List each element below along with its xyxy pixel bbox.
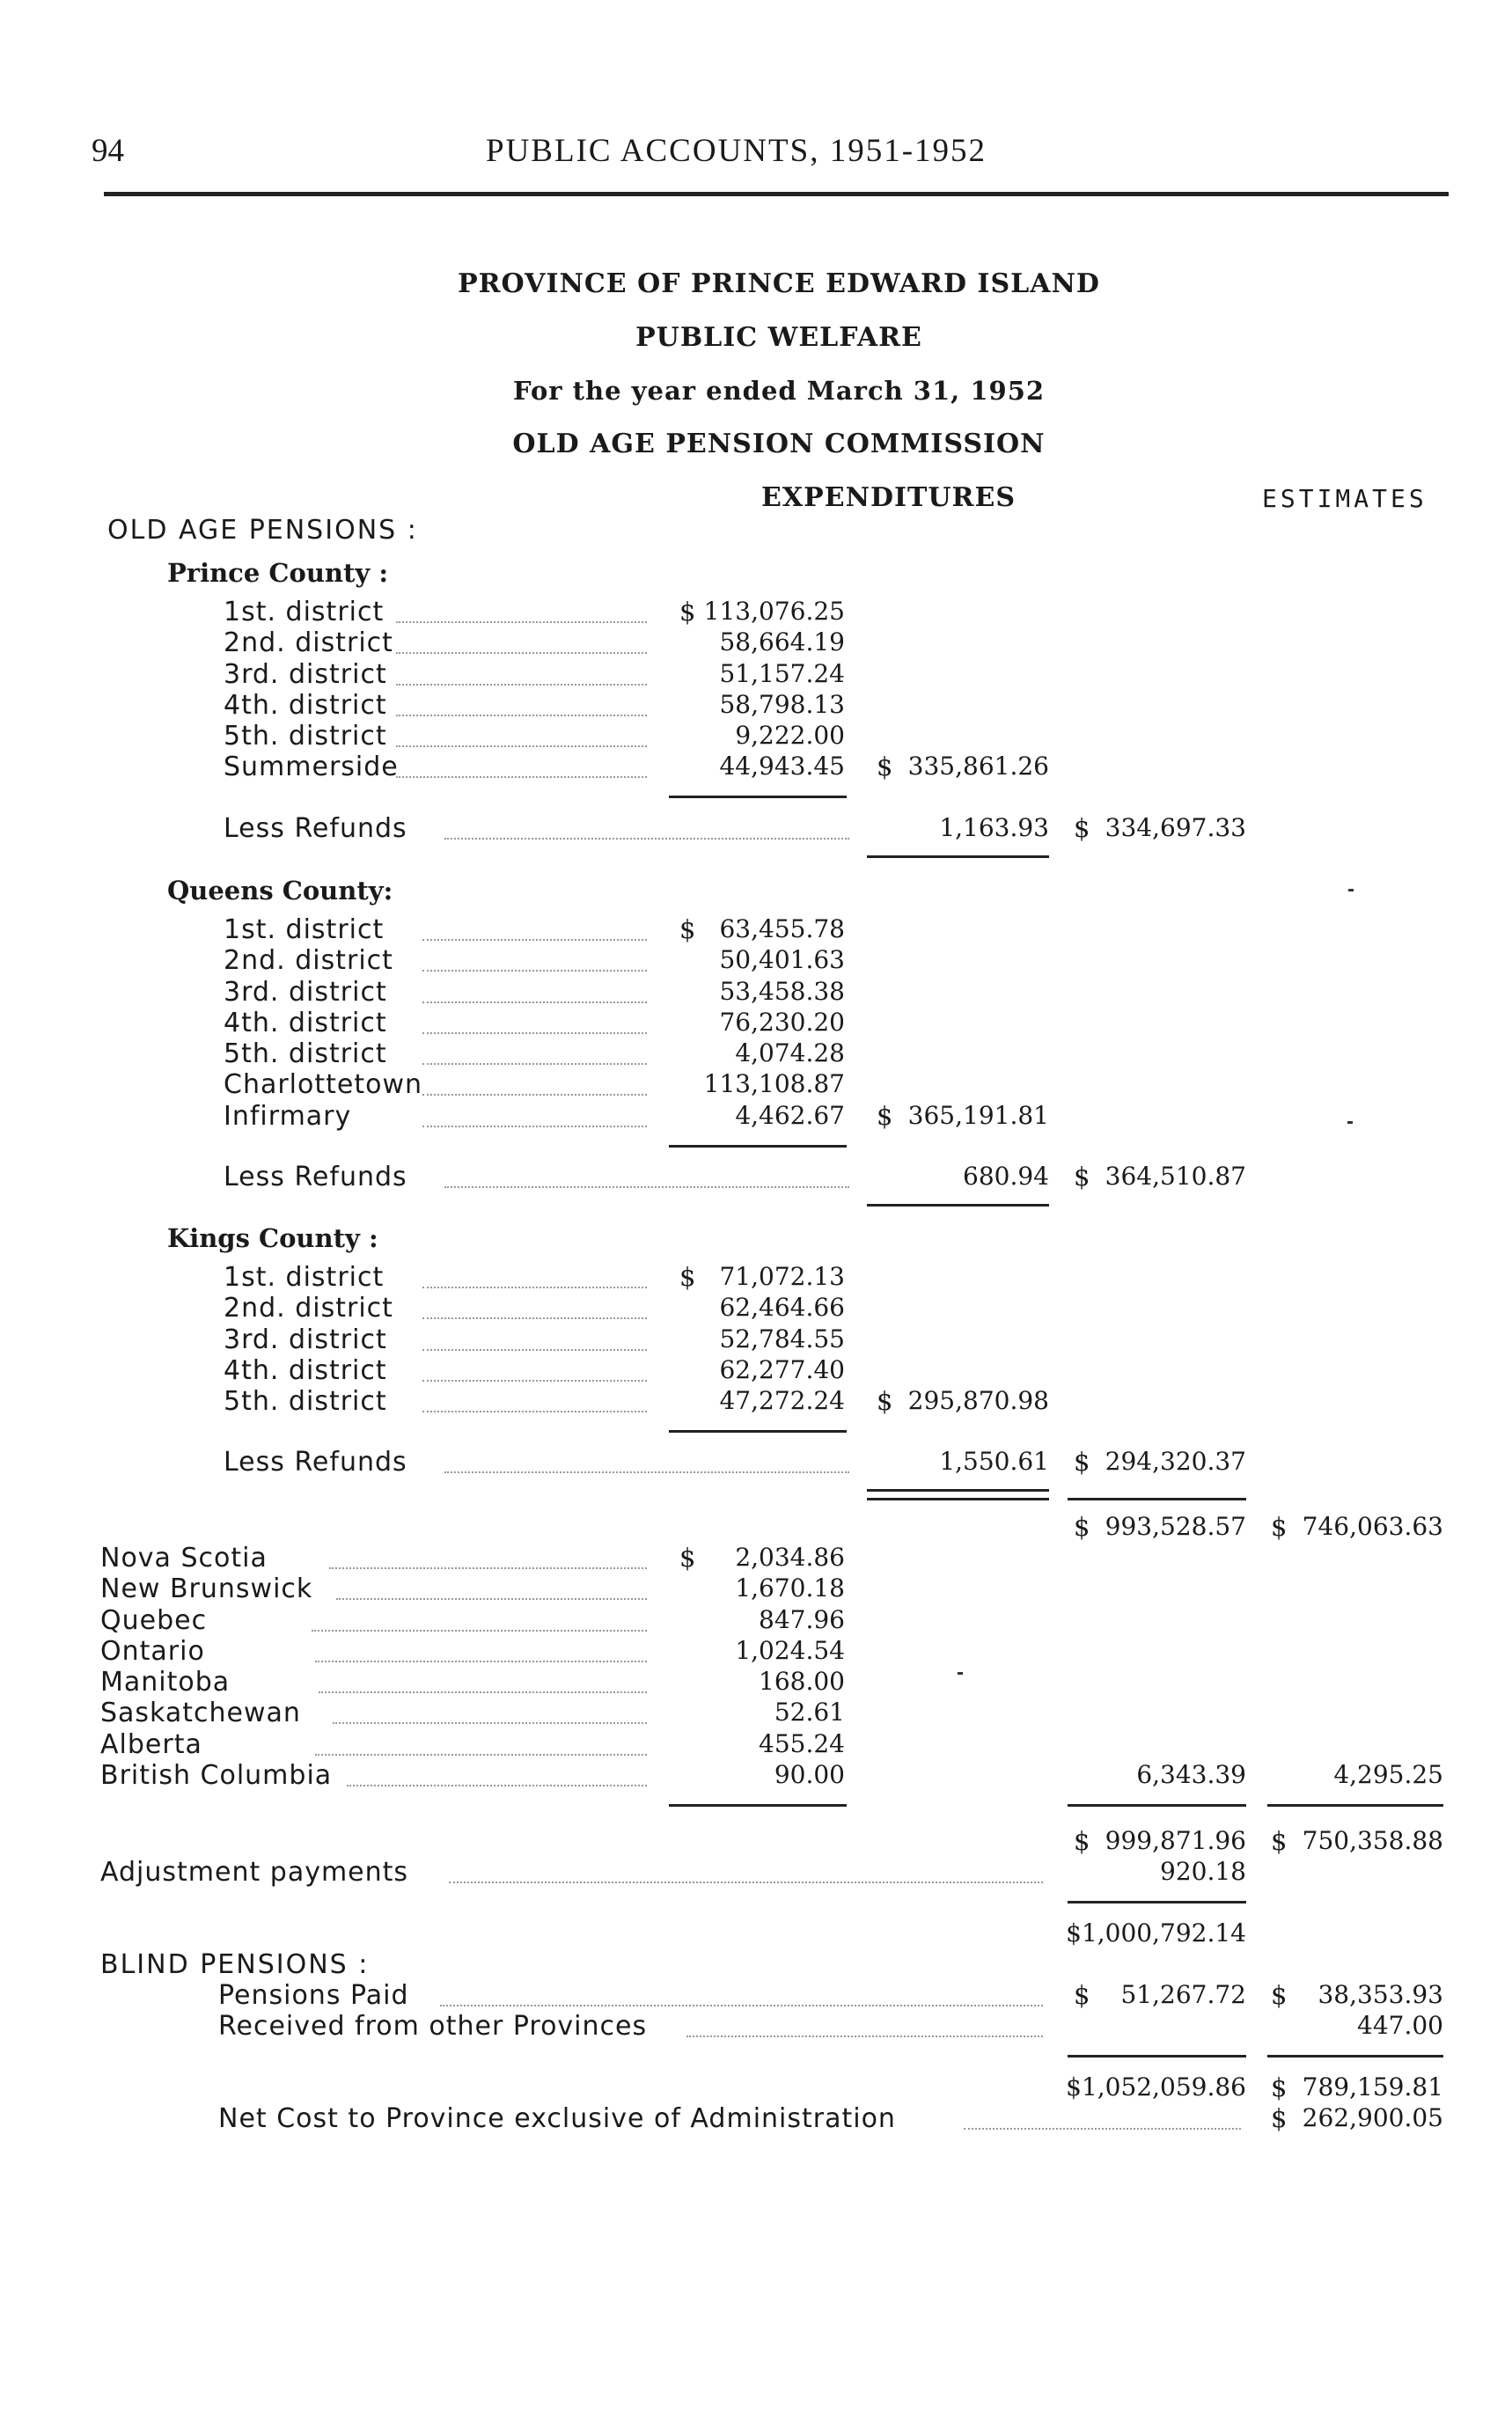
province-amount: 52.61 [774, 1698, 845, 1727]
grand-total-estimate: 789,159.81 [1302, 2072, 1443, 2102]
expenditures-column-heading: EXPENDITURES [761, 482, 1016, 513]
print-speck [1347, 1121, 1353, 1124]
queens-row-label: 2nd. district [224, 945, 393, 976]
queens-row-label: 1st. district [224, 914, 385, 945]
kings-county-title: Kings County : [167, 1223, 378, 1253]
dot-leader [333, 1722, 647, 1724]
kings-row-label: 3rd. district [224, 1324, 387, 1355]
subtotal-amount: 993,528.57 [1105, 1512, 1246, 1541]
province-label: Quebec [100, 1605, 208, 1636]
column-rule [867, 1204, 1049, 1207]
dot-leader [319, 1691, 647, 1693]
queens-row-amount: 63,455.78 [719, 914, 845, 943]
dot-leader [422, 970, 647, 972]
queens-row-amount: 113,108.87 [703, 1069, 845, 1098]
dot-leader [422, 1063, 647, 1065]
dot-leader [312, 1630, 647, 1632]
net-cost-label: Net Cost to Province exclusive of Administration [218, 2103, 896, 2134]
province-amount: 455.24 [759, 1729, 845, 1758]
queens-row-label: 3rd. district [224, 977, 387, 1008]
page-number: 94 [92, 133, 124, 169]
received-other-provinces-label: Received from other Provinces [218, 2011, 648, 2042]
queens-refunds-label: Less Refunds [224, 1162, 407, 1192]
queens-refunds: 680.94 [963, 1162, 1049, 1191]
dot-leader [422, 1411, 647, 1412]
kings-row-label: 1st. district [224, 1262, 385, 1293]
queens-row-amount: 53,458.38 [719, 977, 845, 1006]
dot-leader [329, 1567, 647, 1569]
dot-leader [444, 1471, 849, 1473]
subtotal-estimate-dollar: $ [1271, 1512, 1288, 1542]
column-rule [867, 855, 1049, 858]
dot-leader [449, 1882, 1043, 1883]
queens-net: 364,510.87 [1105, 1162, 1246, 1191]
province-amount: 168.00 [759, 1667, 845, 1696]
kings-row-label: 5th. district [224, 1386, 387, 1417]
column-rule [1068, 2055, 1246, 2058]
dot-leader [315, 1754, 647, 1756]
total2-estimate: 750,358.88 [1302, 1826, 1443, 1855]
dot-leader [396, 652, 647, 654]
prince-row-label: Summerside [224, 752, 399, 782]
blind-pensions-heading: BLIND PENSIONS : [100, 1949, 370, 1980]
dot-leader [440, 2005, 1043, 2006]
prince-row-amount: 58,664.19 [719, 627, 845, 657]
print-speck [958, 1672, 963, 1675]
net-cost-estimate-dollar: $ [1271, 2103, 1288, 2133]
column-rule [1068, 1498, 1246, 1500]
prince-row-amount: 9,222.00 [735, 721, 845, 750]
kings-row-amount: 47,272.24 [719, 1386, 845, 1415]
prince-net: 334,697.33 [1105, 813, 1246, 842]
queens-row-amount: 76,230.20 [719, 1008, 845, 1037]
province-amount: 90.00 [774, 1760, 845, 1789]
dot-leader [396, 715, 647, 716]
queens-net-dollar: $ [1074, 1162, 1090, 1192]
prince-total-dollar: $ [877, 752, 893, 781]
prince-row-label: 3rd. district [224, 659, 387, 690]
prince-row-label: 2nd. district [224, 627, 393, 658]
dot-leader [422, 1126, 647, 1127]
queens-row-amount: 4,074.28 [735, 1038, 845, 1067]
province-label: New Brunswick [100, 1573, 313, 1604]
kings-row-amount: 62,277.40 [719, 1355, 845, 1384]
column-rule [669, 1430, 847, 1433]
dot-leader [964, 2128, 1241, 2130]
grand-total-estimate-dollar: $ [1271, 2072, 1288, 2102]
provinces-estimate: 4,295.25 [1333, 1760, 1443, 1789]
dot-leader [422, 1349, 647, 1351]
dot-leader [422, 1287, 647, 1288]
kings-total-dollar: $ [877, 1386, 893, 1416]
prince-row-label: 5th. district [224, 721, 387, 752]
adjustment-label: Adjustment payments [100, 1857, 409, 1888]
prince-refunds: 1,163.93 [939, 813, 1049, 842]
dot-leader [315, 1661, 647, 1662]
kings-total: 295,870.98 [907, 1386, 1049, 1415]
old-age-pensions-heading: OLD AGE PENSIONS : [107, 515, 418, 546]
running-title: PUBLIC ACCOUNTS, 1951-1952 [486, 133, 987, 169]
prince-total: 335,861.26 [907, 752, 1049, 781]
province-label: Manitoba [100, 1667, 231, 1698]
column-rule [1267, 1804, 1443, 1807]
queens-row-label: 4th. district [224, 1008, 387, 1038]
dot-leader [422, 1001, 647, 1003]
total2-estimate-dollar: $ [1271, 1826, 1288, 1856]
prince-row-amount: 44,943.45 [719, 752, 845, 781]
province-label: Alberta [100, 1729, 202, 1760]
dot-leader [347, 1785, 647, 1786]
prince-row-label: 4th. district [224, 690, 387, 721]
prince-net-dollar: $ [1074, 813, 1090, 843]
prince-refunds-label: Less Refunds [224, 813, 407, 844]
kings-row-label: 4th. district [224, 1355, 387, 1386]
pensions-paid-label: Pensions Paid [218, 1980, 409, 2011]
kings-row-amount: 71,072.13 [719, 1262, 845, 1291]
grand-total-amount: $1,052,059.86 [1066, 2072, 1246, 2102]
prince-row-amount: 51,157.24 [719, 659, 845, 688]
dot-leader [422, 1032, 647, 1034]
net-cost-estimate: 262,900.05 [1302, 2103, 1443, 2132]
queens-row-label: Infirmary [224, 1101, 352, 1132]
pensions-paid-estimate: 38,353.93 [1317, 1980, 1443, 2009]
column-rule [669, 1804, 847, 1807]
kings-refunds: 1,550.61 [939, 1447, 1049, 1476]
kings-row-dollar: $ [679, 1262, 696, 1292]
queens-total-dollar: $ [877, 1101, 893, 1131]
column-rule [669, 796, 847, 798]
column-rule [1068, 1804, 1246, 1807]
province-amount: 1,670.18 [735, 1573, 845, 1603]
dot-leader [422, 939, 647, 941]
province-heading: PROVINCE OF PRINCE EDWARD ISLAND [458, 268, 1100, 299]
queens-row-label: Charlottetown [224, 1069, 423, 1100]
column-rule [1068, 1901, 1246, 1904]
column-rule [867, 1498, 1049, 1500]
province-label: Ontario [100, 1636, 205, 1667]
pensions-paid-estimate-dollar: $ [1271, 1980, 1288, 2010]
queens-county-title: Queens County: [167, 876, 393, 906]
dot-leader [422, 1317, 647, 1319]
province-label: British Columbia [100, 1760, 333, 1791]
total2-amount: 999,871.96 [1105, 1826, 1246, 1855]
total2-dollar: $ [1074, 1826, 1090, 1856]
kings-row-amount: 62,464.66 [719, 1293, 845, 1322]
dot-leader [422, 1094, 647, 1096]
kings-row-label: 2nd. district [224, 1293, 393, 1324]
dot-leader [396, 684, 647, 686]
column-rule [669, 1145, 847, 1148]
province-amount: 847.96 [759, 1605, 845, 1634]
kings-refunds-label: Less Refunds [224, 1447, 407, 1478]
queens-row-amount: 4,462.67 [735, 1101, 845, 1130]
dot-leader [336, 1598, 647, 1600]
dot-leader [444, 838, 849, 840]
queens-row-amount: 50,401.63 [719, 945, 845, 974]
pensions-paid-amount: 51,267.72 [1120, 1980, 1246, 2009]
department-heading: PUBLIC WELFARE [635, 322, 922, 353]
subtotal-dollar: $ [1074, 1512, 1090, 1542]
adjustment-amount: 920.18 [1160, 1857, 1246, 1886]
pensions-paid-dollar: $ [1074, 1980, 1090, 2010]
dot-leader [396, 621, 647, 623]
queens-row-dollar: $ [679, 914, 696, 944]
prince-row-label: 1st. district [224, 597, 385, 627]
dot-leader [396, 776, 647, 778]
prince-row-dollar: $ [679, 597, 696, 627]
queens-total: 365,191.81 [907, 1101, 1049, 1130]
dot-leader [422, 1380, 647, 1382]
prince-county-title: Prince County : [167, 558, 389, 588]
province-label: Nova Scotia [100, 1543, 268, 1573]
estimates-column-heading: ESTIMATES [1262, 484, 1428, 513]
provinces-total: 6,343.39 [1136, 1760, 1246, 1789]
subtotal-estimate: 746,063.63 [1302, 1512, 1443, 1541]
period-heading: For the year ended March 31, 1952 [512, 376, 1046, 406]
queens-row-label: 5th. district [224, 1038, 387, 1069]
province-amount: 1,024.54 [735, 1636, 845, 1665]
received-other-provinces-estimate: 447.00 [1357, 2011, 1443, 2040]
total3-amount: $1,000,792.14 [1066, 1918, 1246, 1948]
prince-row-amount: 58,798.13 [719, 690, 845, 719]
column-rule [867, 1489, 1049, 1492]
column-rule [1267, 2055, 1443, 2058]
dot-leader [686, 2036, 1043, 2037]
prince-row-amount: 113,076.25 [703, 597, 845, 626]
dot-leader [396, 745, 647, 747]
kings-net: 294,320.37 [1105, 1447, 1246, 1476]
print-speck [1348, 889, 1354, 891]
province-amount: 2,034.86 [735, 1543, 845, 1572]
dot-leader [444, 1186, 849, 1188]
province-label: Saskatchewan [100, 1698, 301, 1728]
header-rule [104, 192, 1449, 196]
province-dollar: $ [679, 1543, 696, 1573]
kings-net-dollar: $ [1074, 1447, 1090, 1477]
commission-heading: OLD AGE PENSION COMMISSION [512, 429, 1046, 459]
kings-row-amount: 52,784.55 [719, 1324, 845, 1353]
